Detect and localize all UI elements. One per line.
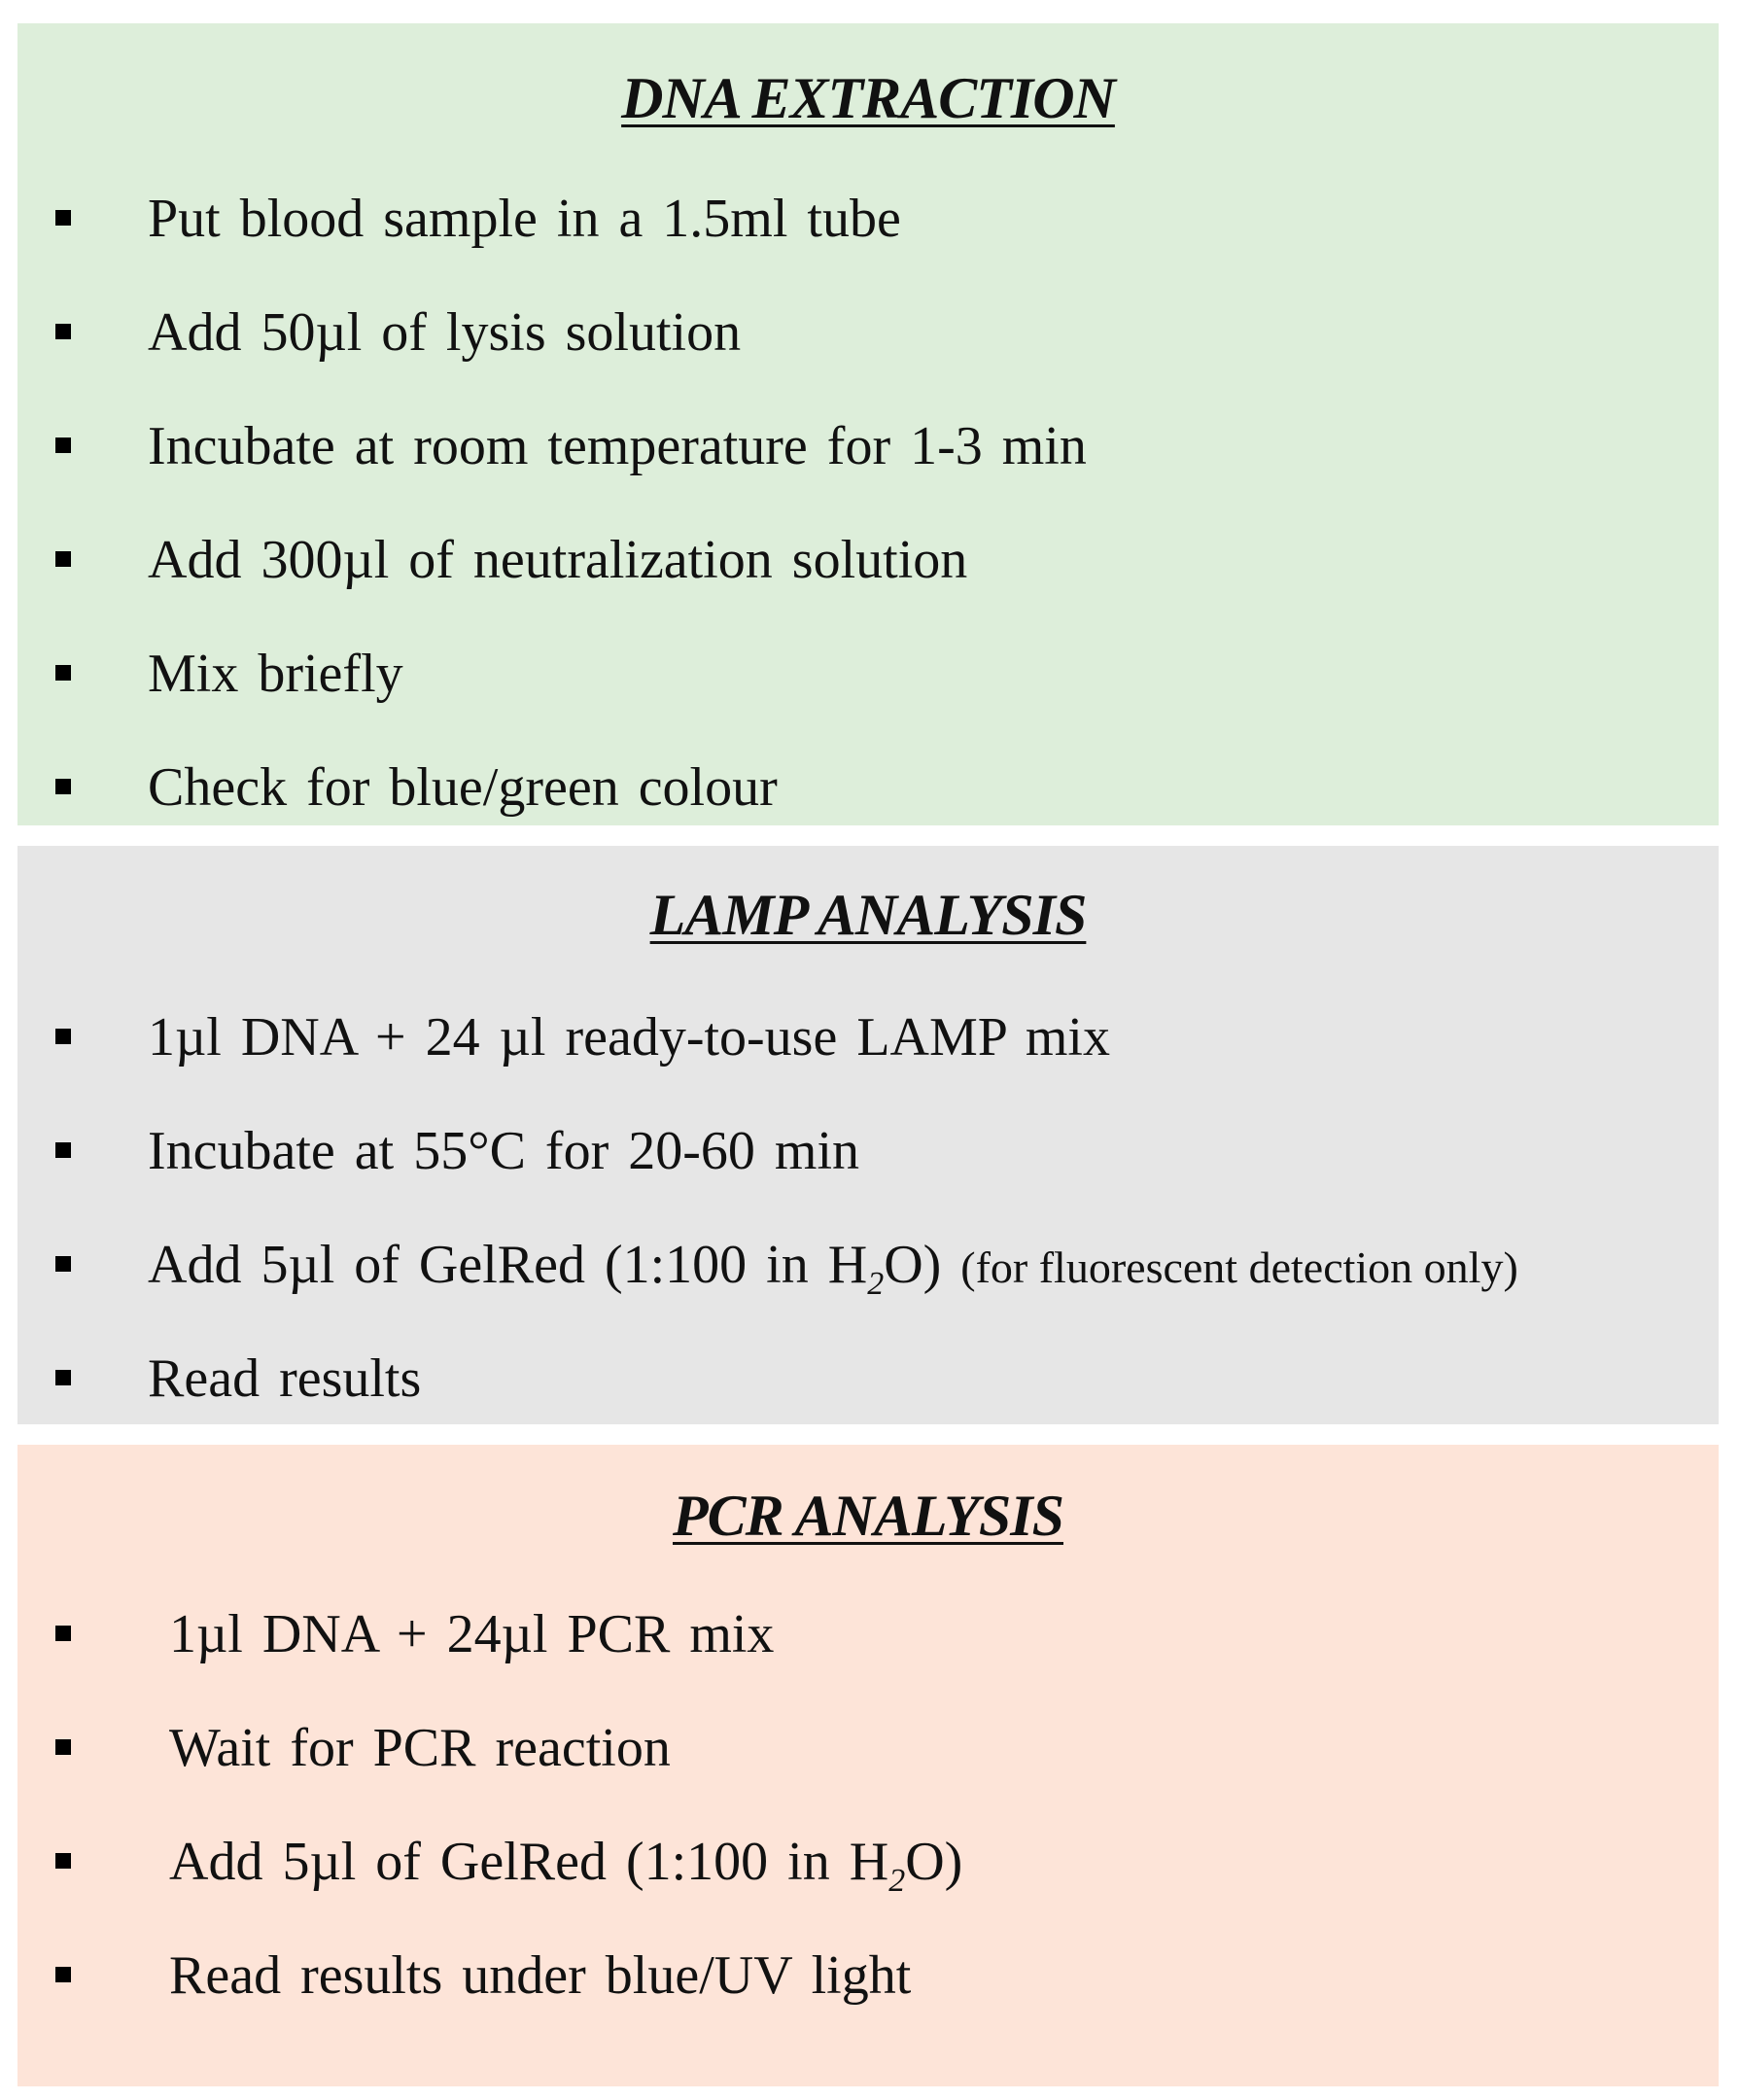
square-bullet-icon [55,1142,71,1158]
lamp-step-3 [17,1231,1719,1345]
pcr-analysis-panel [17,1445,1719,2086]
square-bullet-icon [55,1029,71,1044]
square-bullet-icon [55,324,71,339]
lamp-analysis-steps [17,1003,1719,1458]
step-text: Check for blue/green colour [148,757,778,818]
dna-extraction-steps [17,185,1719,867]
square-bullet-icon [55,1370,71,1385]
step-text: Read results [148,1348,422,1409]
step-text: Add 50µl of lysis solution [148,302,742,363]
square-bullet-icon [55,210,71,226]
step-text [148,1231,1518,1307]
lamp-step-4 [17,1345,1719,1458]
dna-step-5 [17,640,1719,753]
lamp-step-2 [17,1117,1719,1231]
subscript-two: 2 [867,1266,885,1302]
lamp-analysis-panel [17,846,1719,1424]
square-bullet-icon [55,1967,71,1982]
pcr-analysis-steps [17,1600,1719,2055]
step-text-main-end: O) [905,1832,963,1892]
step-text-main-end: O) [884,1235,942,1295]
step-text: 1µl DNA + 24 µl ready-to-use LAMP mix [148,1007,1110,1068]
pcr-analysis-title: PCR ANALYSIS [673,1484,1063,1548]
pcr-step-2 [17,1714,1719,1828]
dna-step-3 [17,412,1719,526]
step-text: Incubate at 55°C for 20-60 min [148,1121,859,1181]
step-text: Wait for PCR reaction [169,1718,671,1778]
lamp-analysis-title: LAMP ANALYSIS [649,883,1087,947]
square-bullet-icon [55,665,71,681]
step-text-main: Add 5µl of GelRed (1:100 in H [148,1235,868,1295]
square-bullet-icon [55,779,71,794]
dna-step-1 [17,185,1719,298]
square-bullet-icon [55,1853,71,1869]
square-bullet-icon [55,438,71,453]
step-text: Put blood sample in a 1.5ml tube [148,189,901,249]
dna-step-4 [17,526,1719,640]
pcr-step-4 [17,1942,1719,2055]
step-text-main: Add 5µl of GelRed (1:100 in H [169,1832,889,1892]
step-text: Mix briefly [148,644,403,704]
lamp-step-1 [17,1003,1719,1117]
step-text [169,1828,962,1904]
pcr-step-3 [17,1828,1719,1942]
dna-extraction-title: DNA EXTRACTION [621,66,1115,130]
square-bullet-icon [55,1626,71,1641]
subscript-two: 2 [888,1863,906,1899]
square-bullet-icon [55,1256,71,1272]
step-text: Read results under blue/UV light [169,1945,912,2006]
step-text: 1µl DNA + 24µl PCR mix [169,1604,775,1664]
step-note: (for fluorescent detection only) [960,1242,1518,1292]
square-bullet-icon [55,1739,71,1755]
step-text: Add 300µl of neutralization solution [148,530,968,590]
square-bullet-icon [55,551,71,567]
dna-extraction-panel [17,23,1719,825]
step-text: Incubate at room temperature for 1-3 min [148,416,1087,476]
pcr-step-1 [17,1600,1719,1714]
dna-step-2 [17,298,1719,412]
